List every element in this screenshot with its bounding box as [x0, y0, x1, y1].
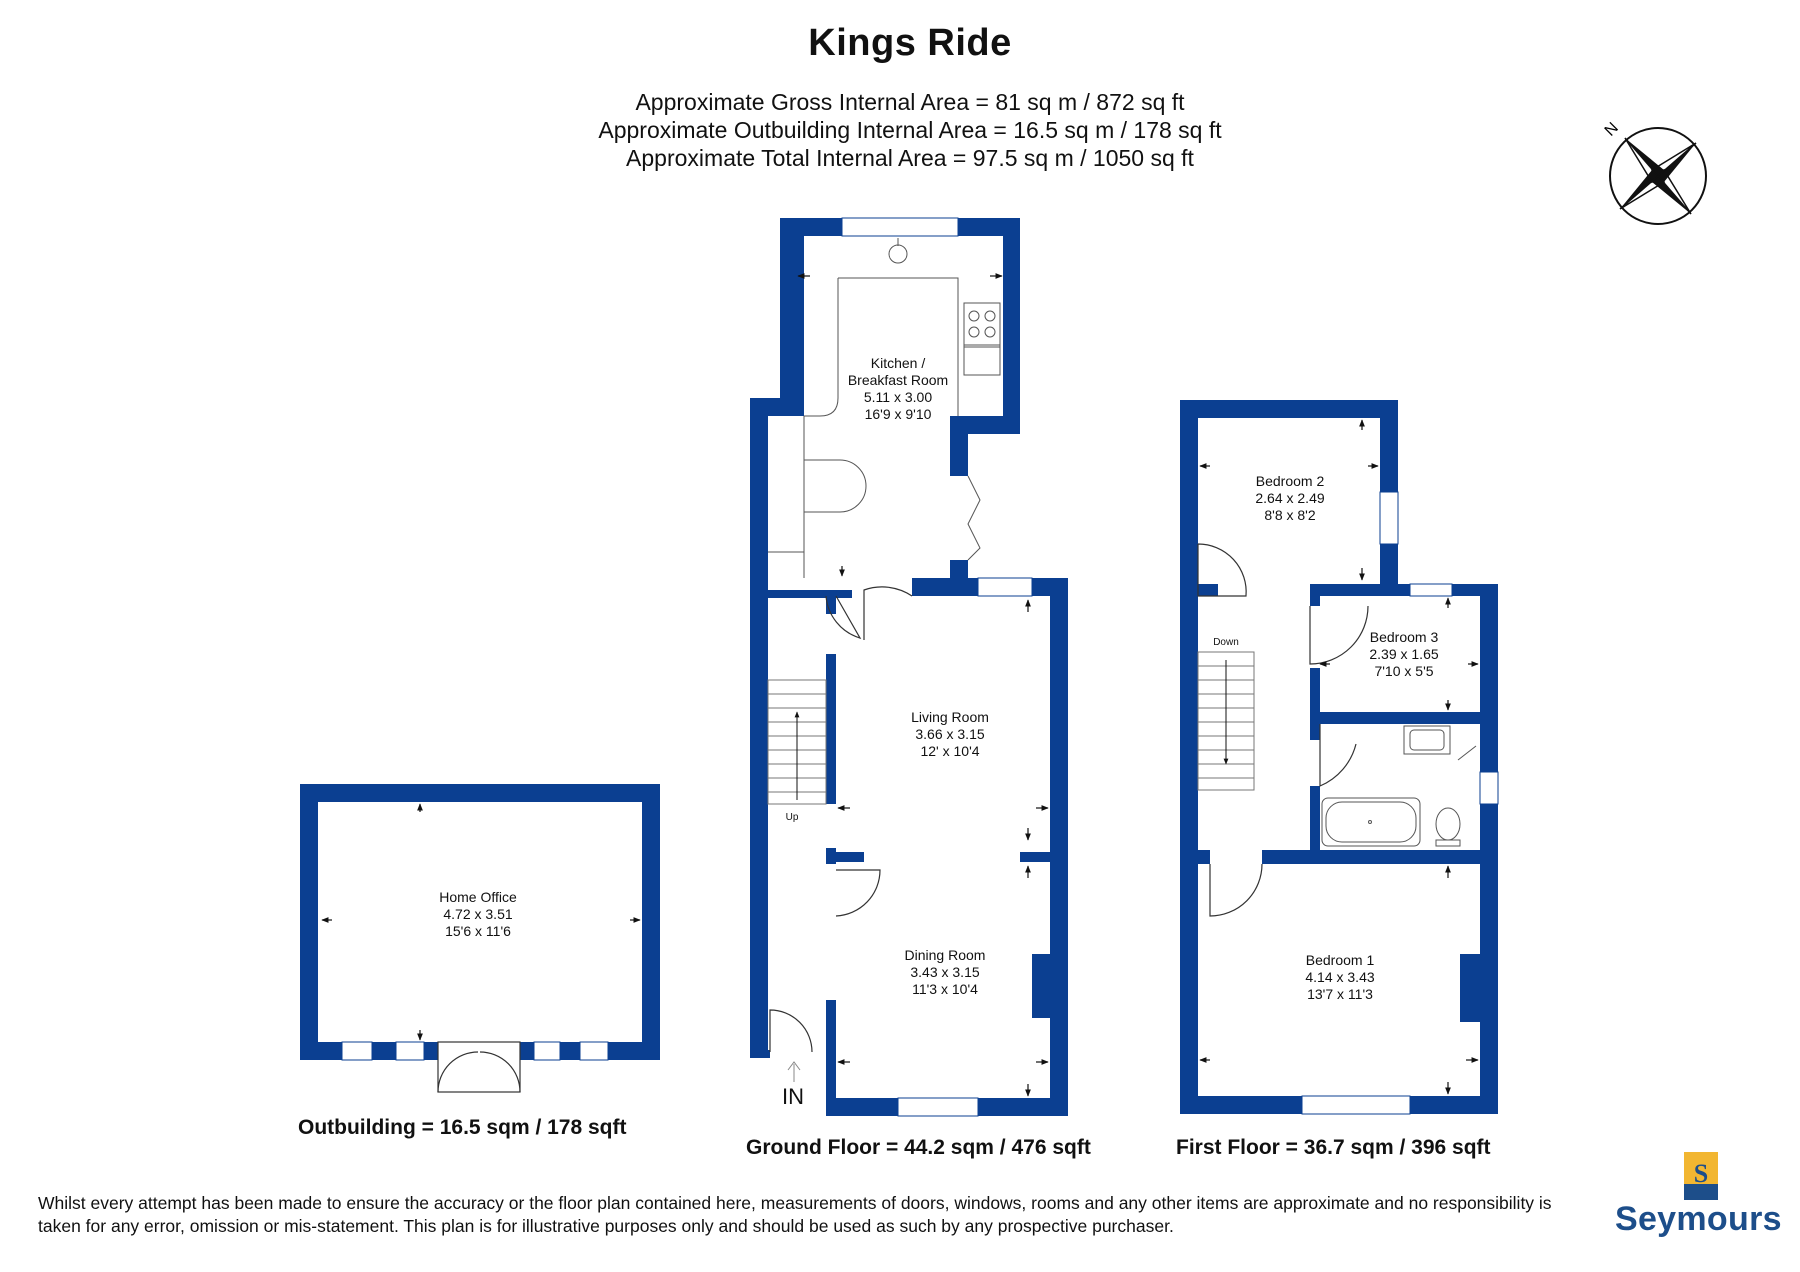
- compass-rose-icon: [1602, 119, 1706, 224]
- disclaimer-text: Whilst every attempt has been made to ensure the accuracy or the floor plan contained here, measurements of doors, windows, rooms and any other items are approximate and no responsibility is taken for any error, omission or mis-statement. This plan is for illustrative purposes only and should be used as such by any prospective purchaser.: [38, 1193, 1552, 1236]
- office-imperial: 15'6 x 11'6: [445, 923, 511, 939]
- bedroom2-metric: 2.64 x 2.49: [1255, 490, 1325, 506]
- total-area: Approximate Total Internal Area = 97.5 sq m / 1050 sq ft: [626, 145, 1194, 171]
- kitchen-name-line1: Kitchen /: [870, 355, 926, 371]
- entrance-arrow-icon: [788, 1062, 800, 1082]
- office-name: Home Office: [439, 889, 517, 905]
- dining-name: Dining Room: [904, 947, 986, 963]
- seymours-logo-text: Seymours: [1615, 1200, 1782, 1238]
- bedroom3-metric: 2.39 x 1.65: [1369, 646, 1439, 662]
- stairs-up-label: Up: [785, 812, 799, 823]
- gross-area: Approximate Gross Internal Area = 81 sq m / 872 sq ft: [635, 89, 1185, 115]
- bedroom2-imperial: 8'8 x 8'2: [1264, 507, 1316, 523]
- bedroom2-name: Bedroom 2: [1255, 473, 1325, 489]
- bathroom-fittings: [1322, 726, 1476, 846]
- first-stairs: [1198, 652, 1254, 790]
- living-name: Living Room: [911, 709, 989, 725]
- outbuilding-doors: [438, 1042, 520, 1092]
- bedroom1-name: Bedroom 1: [1305, 952, 1375, 968]
- dining-metric: 3.43 x 3.15: [910, 964, 980, 980]
- outbuilding-floor-area: Outbuilding = 16.5 sqm / 178 sqft: [298, 1116, 627, 1139]
- kitchen-imperial: 16'9 x 9'10: [864, 406, 932, 422]
- kitchen-name-line2: Breakfast Room: [847, 372, 949, 388]
- seymours-logo-mark: [1684, 1152, 1718, 1200]
- first-floor-area: First Floor = 36.7 sqm / 396 sqft: [1176, 1136, 1491, 1159]
- ground-dimension-arrows: [838, 600, 1048, 1096]
- kitchen-metric: 5.11 x 3.00: [863, 389, 933, 405]
- outbuilding-area: Approximate Outbuilding Internal Area = 16.5 sq m / 178 sq ft: [598, 117, 1222, 143]
- office-dimension-arrows: [322, 804, 640, 1040]
- stairs-down-label: Down: [1213, 637, 1239, 648]
- ground-floor-area: Ground Floor = 44.2 sqm / 476 sqft: [746, 1136, 1091, 1159]
- north-label: N: [1601, 119, 1622, 140]
- dining-imperial: 11'3 x 10'4: [912, 981, 978, 997]
- bedroom3-name: Bedroom 3: [1369, 629, 1439, 645]
- office-metric: 4.72 x 3.51: [443, 906, 513, 922]
- ground-stairs: [768, 680, 826, 804]
- living-imperial: 12' x 10'4: [920, 743, 980, 759]
- living-metric: 3.66 x 3.15: [915, 726, 985, 742]
- bedroom1-imperial: 13'7 x 11'3: [1307, 986, 1373, 1002]
- plan-title: Kings Ride: [808, 22, 1012, 64]
- logo-letter: S: [1693, 1159, 1709, 1188]
- first-floor-walls: [1180, 400, 1498, 1114]
- entrance-label: IN: [782, 1084, 804, 1109]
- outbuilding-plan: [300, 784, 660, 1060]
- bedroom3-imperial: 7'10 x 5'5: [1374, 663, 1434, 679]
- bedroom1-metric: 4.14 x 3.43: [1305, 969, 1375, 985]
- ground-floor-walls: [750, 218, 1068, 1116]
